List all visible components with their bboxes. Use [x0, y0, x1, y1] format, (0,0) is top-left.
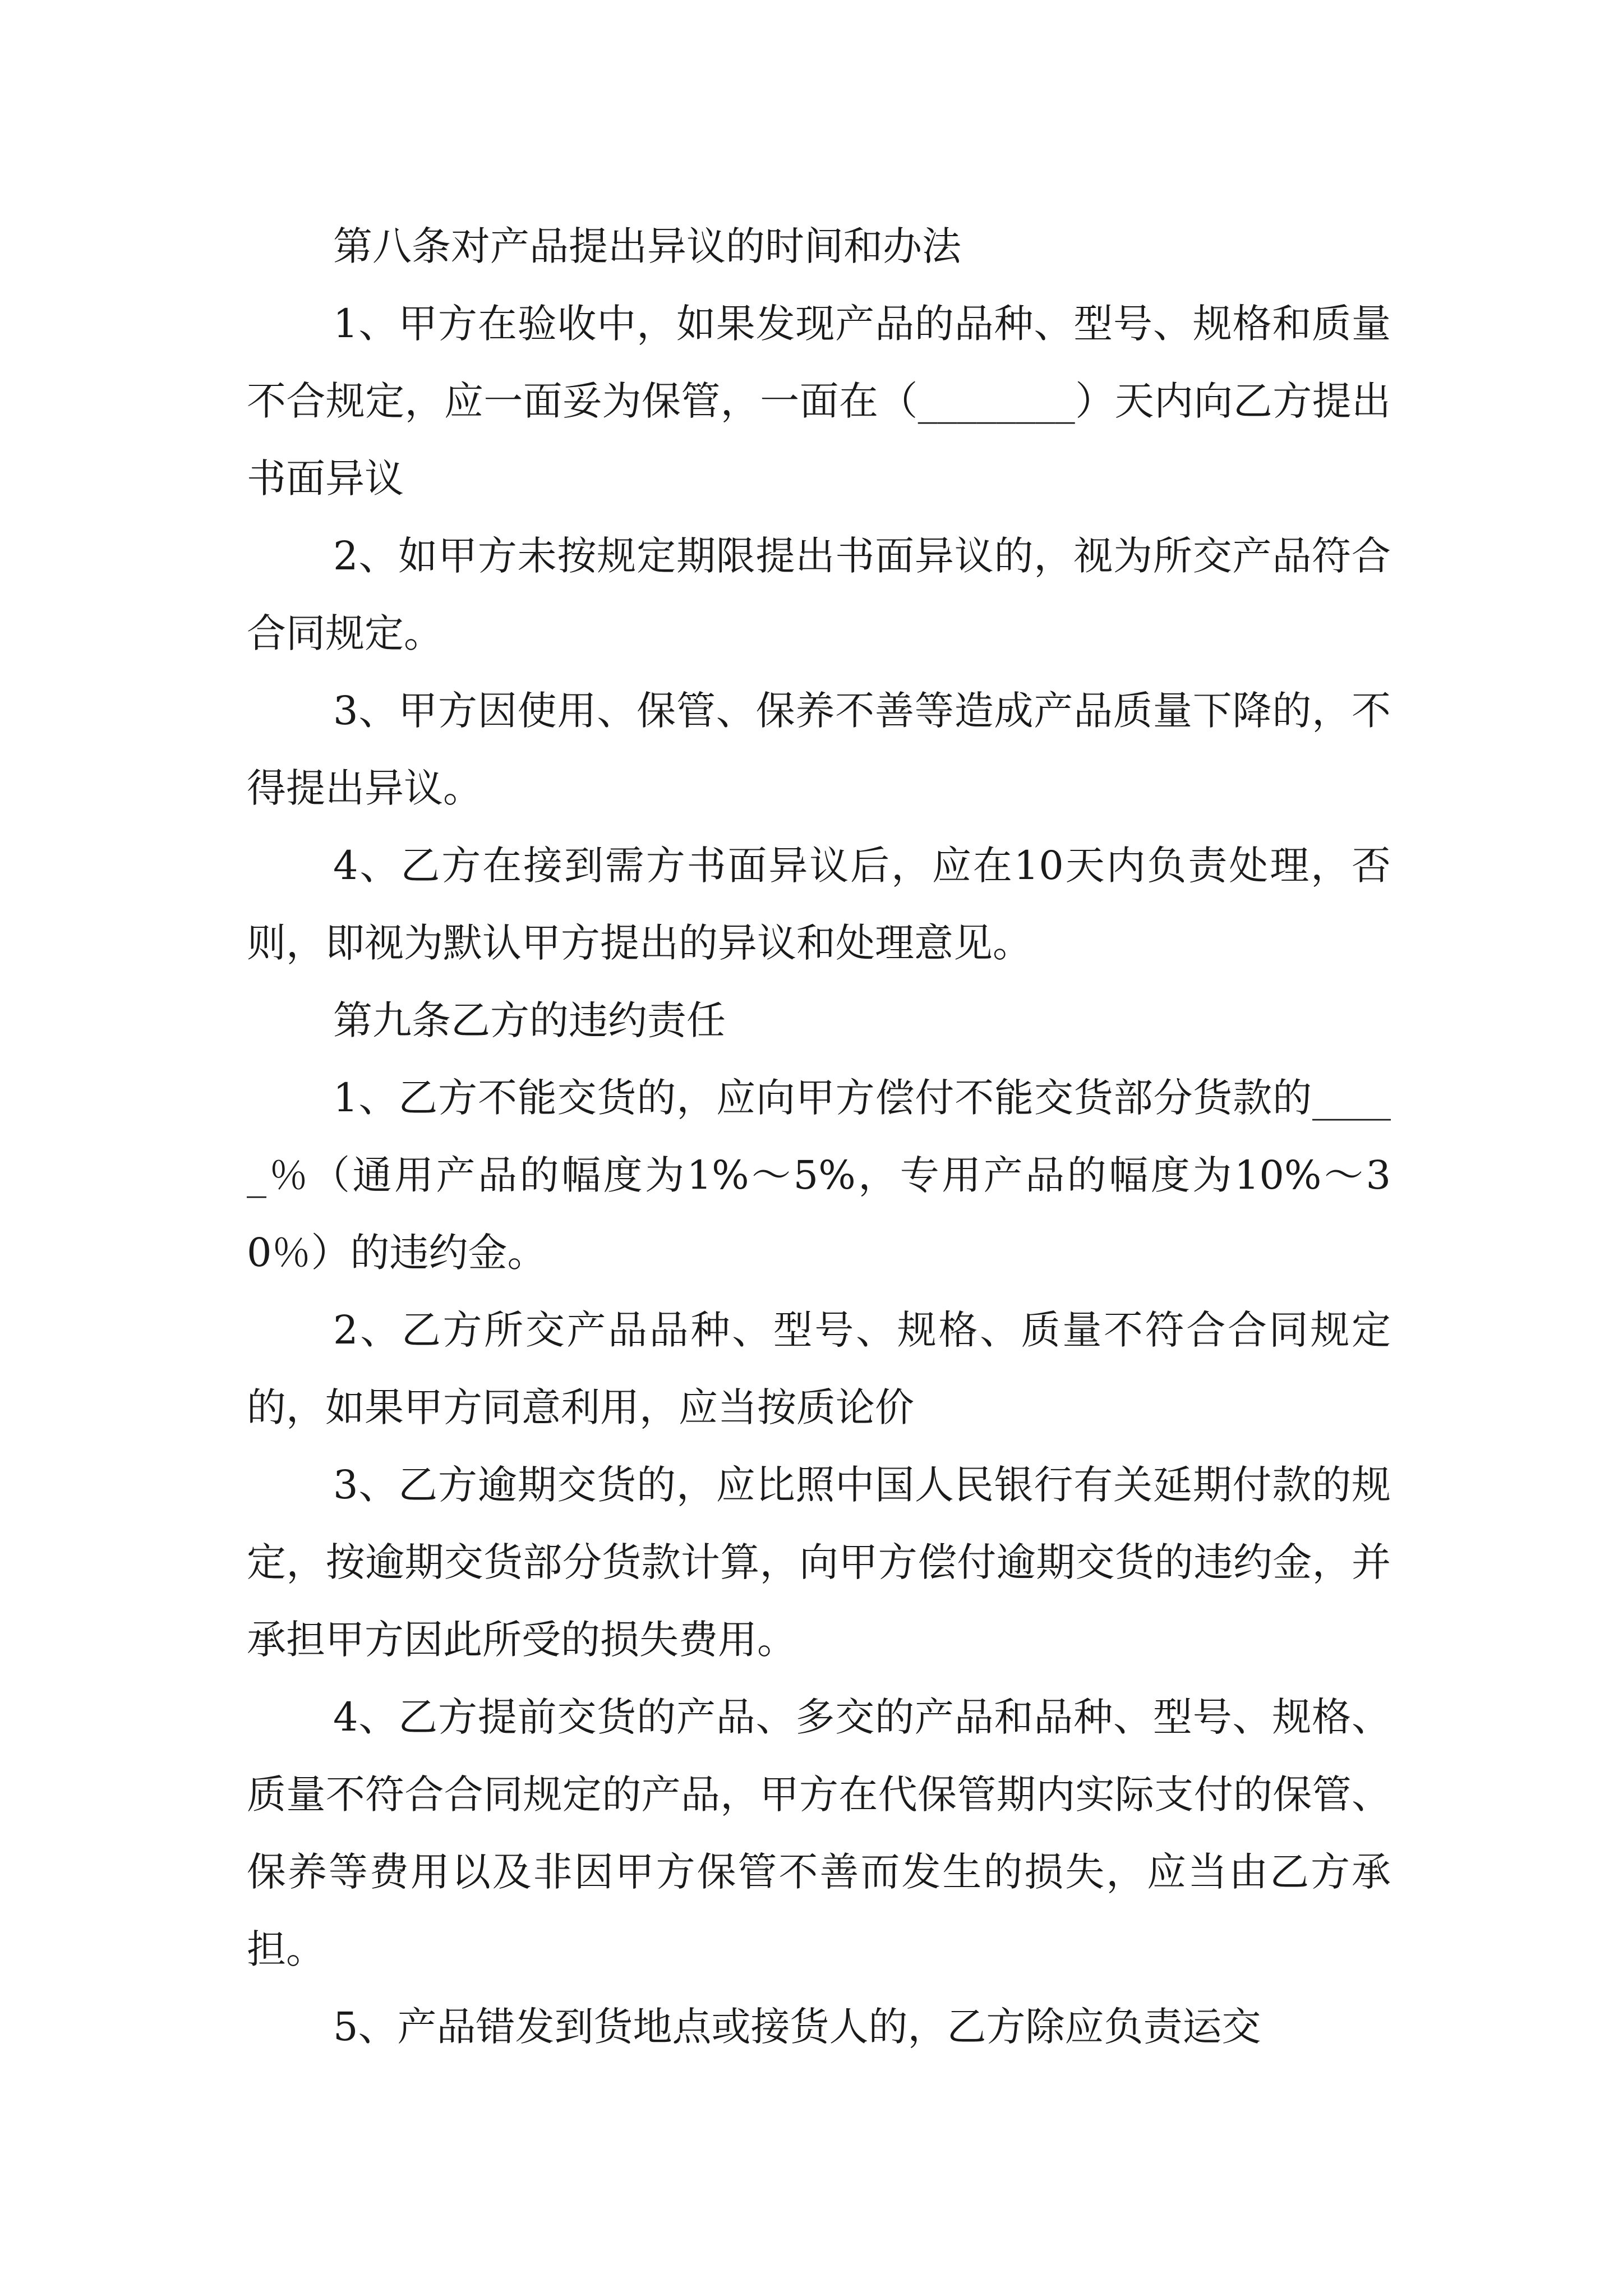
article-8-clause-4: 4、乙方在接到需方书面异议后，应在10天内负责处理，否则，即视为默认甲方提出的异议和处理意见。 [247, 843, 1391, 966]
article-9-clause-1: 1、乙方不能交货的，应向甲方偿付不能交货部分货款的_____％（通用产品的幅度为1%～5%，专用产品的幅度为10%～30％）的违约金。 [247, 1075, 1391, 1276]
article-8-clause-3: 3、甲方因使用、保管、保养不善等造成产品质量下降的，不得提出异议。 [247, 688, 1391, 811]
article-9-clause-5: 5、产品错发到货地点或接货人的，乙方除应负责运交 [333, 2004, 1261, 2050]
article-8-clause-2: 2、如甲方未按规定期限提出书面异议的，视为所交产品符合合同规定。 [247, 533, 1391, 656]
article-8-clause-1: 1、甲方在验收中，如果发现产品的品种、型号、规格和质量不合规定，应一面妥为保管，一面在（________）天内向乙方提出书面异议 [247, 301, 1391, 501]
article-9-clause-3: 3、乙方逾期交货的，应比照中国人民银行有关延期付款的规定，按逾期交货部分货款计算，向甲方偿付逾期交货的违约金，并承担甲方因此所受的损失费用。 [247, 1462, 1391, 1663]
article-9-clause-4: 4、乙方提前交货的产品、多交的产品和品种、型号、规格、质量不符合合同规定的产品，甲方在代保管期内实际支付的保管、保养等费用以及非因甲方保管不善而发生的损失，应当由乙方承担。 [247, 1694, 1391, 1972]
article-9-heading: 第九条乙方的违约责任 [333, 997, 726, 1043]
document-page [247, 208, 1391, 2065]
article-8-heading: 第八条对产品提出异议的时间和办法 [333, 223, 961, 269]
article-9-clause-2: 2、乙方所交产品品种、型号、规格、质量不符合合同规定的，如果甲方同意利用，应当按质论价 [247, 1307, 1391, 1430]
